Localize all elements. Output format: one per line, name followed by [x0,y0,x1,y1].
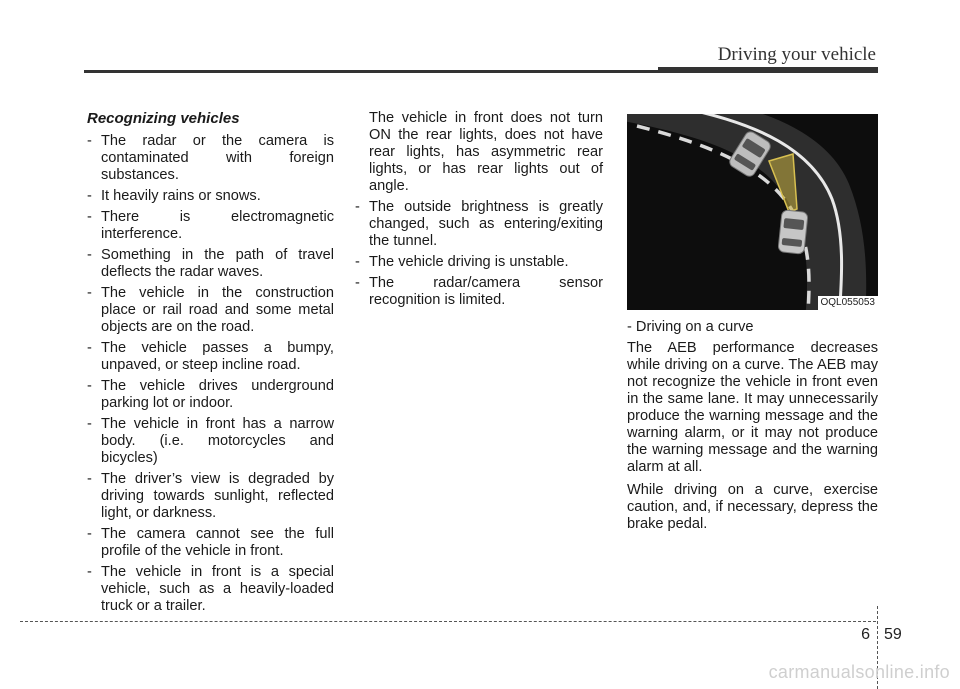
list-item: - The camera cannot see the full profile of the vehicle in front. [87,526,334,560]
header-title: Driving your vehicle [717,44,876,65]
list-item-continuation: The vehicle in front does not turn ON the rear lights, does not have rear lights, has asymmetric rear lights, or has rear lights out of angle. [369,110,603,194]
body-paragraph: The AEB performance decreases while driving on a curve. The AEB may not recognize the vehicle in front even in the same lane. It may unnecessarily produce the warning message and the warning alarm, or it may not produce the warning message and the warning alarm at all. [627,340,878,475]
list-item: - The vehicle driving is unstable. [355,254,603,271]
list-item: - The radar or the camera is contaminated with foreign substances. [87,133,334,184]
list-item: - The outside brightness is greatly changed, such as entering/exiting the tunnel. [355,199,603,250]
host-vehicle-icon [778,210,808,254]
list-item: - It heavily rains or snows. [87,188,334,205]
header-rule [84,70,658,73]
list-item: - The vehicle drives underground parking lot or indoor. [87,378,334,412]
section-heading: Recognizing vehicles [87,110,240,127]
list-item: - There is electromagnetic interference. [87,209,334,243]
curve-subheading: - Driving on a curve [627,319,754,335]
figure-code: OQL055053 [818,296,879,310]
column-3 [627,110,878,539]
list-item: - Something in the path of travel deflects the radar waves. [87,247,334,281]
list-item: - The driver’s view is degraded by driving towards sunlight, reflected light, or darkness. [87,471,334,522]
column-2 [355,110,603,313]
condition-list-continued [355,199,603,309]
curved-road-illustration [627,114,878,310]
body-paragraph: While driving on a curve, exercise caution, and, if necessary, depress the brake pedal. [627,482,878,532]
page-number: 59 [884,626,902,643]
column-1 [87,110,334,619]
list-item: - The radar/camera sensor recognition is limited. [355,275,603,309]
footer-rule [20,621,876,622]
list-item: - The vehicle in front has a narrow body. (i.e. motorcycles and bicycles) [87,416,334,467]
chapter-number: 6 [861,626,870,643]
list-item: - The vehicle passes a bumpy, unpaved, or steep incline road. [87,340,334,374]
list-item: - The vehicle in the construction place or rail road and some metal objects are on the road. [87,285,334,336]
curve-illustration [627,114,878,310]
header-rule-accent [658,67,878,73]
list-item: - The vehicle in front is a special vehicle, such as a heavily-loaded truck or a trailer. [87,564,334,615]
watermark: carmanualsonline.info [768,662,950,682]
condition-list [87,133,334,615]
